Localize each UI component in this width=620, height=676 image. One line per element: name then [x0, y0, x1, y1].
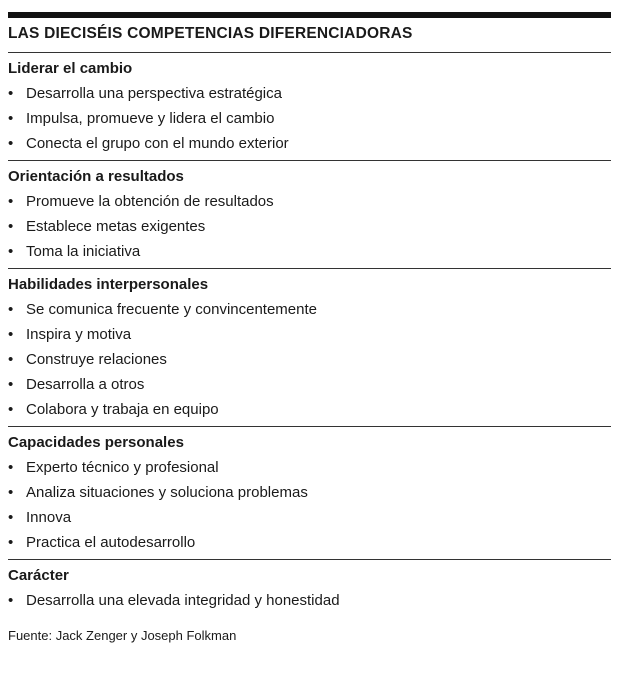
list-item-text: Innova	[26, 509, 72, 526]
list-item-text: Experto técnico y profesional	[26, 459, 219, 476]
section	[8, 53, 611, 160]
list-item-text: Toma la iniciativa	[26, 243, 141, 260]
bullet-icon: •	[8, 592, 14, 609]
list-item-text: Inspira y motiva	[26, 326, 132, 343]
list-item	[8, 239, 611, 264]
bullet-icon: •	[8, 85, 14, 102]
list-item-text: Se comunica frecuente y convincentemente	[26, 301, 317, 318]
bullet-icon: •	[8, 218, 14, 235]
bullet-icon: •	[8, 509, 14, 526]
list-item-text: Desarrolla una elevada integridad y honestidad	[26, 592, 340, 609]
list-item	[8, 588, 611, 613]
bullet-icon: •	[8, 351, 14, 368]
list-item	[8, 322, 611, 347]
list-item	[8, 372, 611, 397]
section-title: Capacidades personales	[8, 434, 184, 451]
list-item	[8, 347, 611, 372]
section-title: Habilidades interpersonales	[8, 276, 209, 293]
competencies-box	[8, 0, 611, 645]
sections-container	[8, 52, 611, 617]
list-item-text: Colabora y trabaja en equipo	[26, 401, 219, 418]
list-item-text: Desarrolla a otros	[26, 376, 145, 393]
bullet-icon: •	[8, 135, 14, 152]
list-item	[8, 505, 611, 530]
bullet-icon: •	[8, 484, 14, 501]
section	[8, 269, 611, 426]
bullet-icon: •	[8, 326, 14, 343]
list-item	[8, 530, 611, 555]
bullet-icon: •	[8, 459, 14, 476]
list-item-text: Practica el autodesarrollo	[26, 534, 196, 551]
section-title: Carácter	[8, 567, 69, 584]
list-item	[8, 297, 611, 322]
list-item	[8, 106, 611, 131]
section	[8, 560, 611, 617]
section	[8, 427, 611, 559]
list-item-text: Promueve la obtención de resultados	[26, 193, 274, 210]
bullet-icon: •	[8, 401, 14, 418]
list-item	[8, 455, 611, 480]
list-item-text: Desarrolla una perspectiva estratégica	[26, 85, 282, 102]
list-item-text: Impulsa, promueve y lidera el cambio	[26, 110, 275, 127]
list-item-text: Construye relaciones	[26, 351, 167, 368]
bullet-icon: •	[8, 301, 14, 318]
list-item	[8, 397, 611, 422]
list-item-text: Establece metas exigentes	[26, 218, 206, 235]
bullet-icon: •	[8, 376, 14, 393]
bullet-icon: •	[8, 534, 14, 551]
list-item	[8, 214, 611, 239]
bullet-icon: •	[8, 110, 14, 127]
section	[8, 161, 611, 268]
list-item	[8, 480, 611, 505]
list-item	[8, 81, 611, 106]
source-note: Fuente: Jack Zenger y Joseph Folkman	[8, 628, 237, 643]
list-item-text: Conecta el grupo con el mundo exterior	[26, 135, 289, 152]
list-item-text: Analiza situaciones y soluciona problemas	[26, 484, 308, 501]
section-title: Orientación a resultados	[8, 168, 184, 185]
section-title: Liderar el cambio	[8, 60, 133, 77]
page-title: LAS DIECISÉIS COMPETENCIAS DIFERENCIADORAS	[8, 25, 413, 42]
list-item	[8, 131, 611, 156]
list-item	[8, 189, 611, 214]
bullet-icon: •	[8, 193, 14, 210]
bullet-icon: •	[8, 243, 14, 260]
